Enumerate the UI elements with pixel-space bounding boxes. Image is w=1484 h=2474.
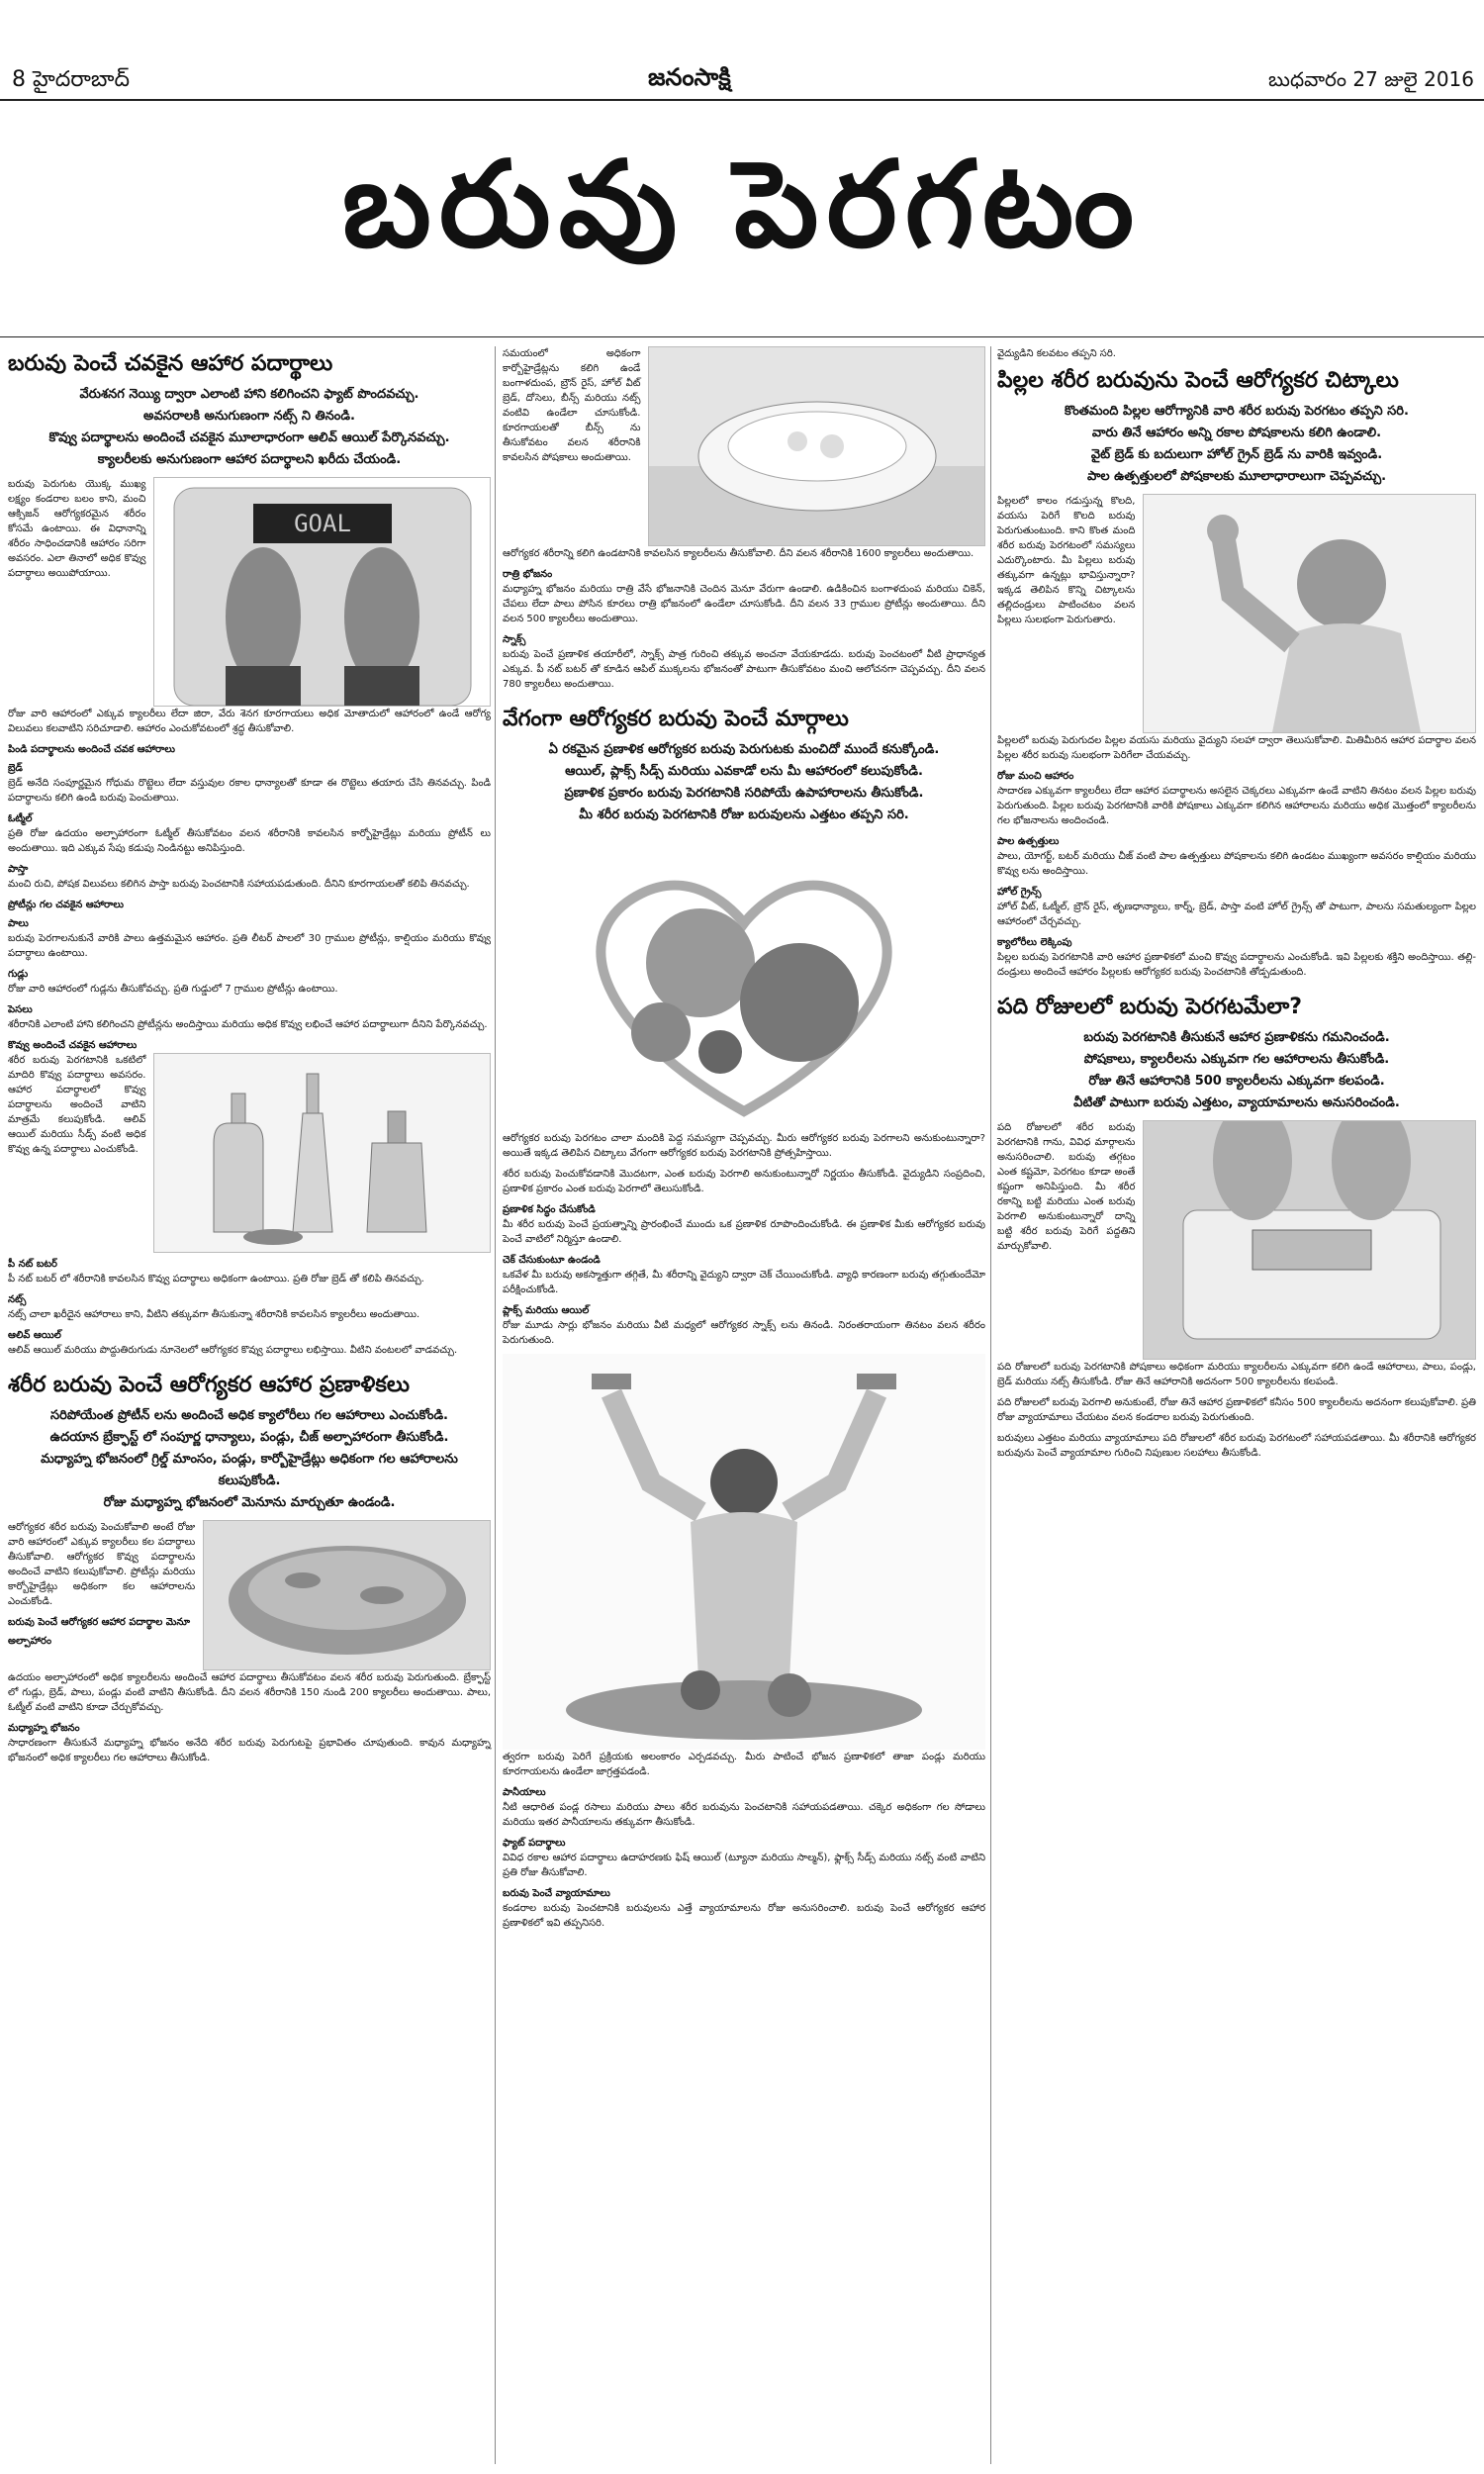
section-label: స్నాక్స్ (503, 634, 526, 645)
section-label: అల్పాహారం (8, 1636, 52, 1647)
highlight-line: వేరుశనగ నెయ్యి ద్వారా ఎలాంటి హాని కలిగించని ఫ్యాట్ పొందవచ్చు. (79, 387, 419, 402)
body-paragraph: పీ నట్ బటర్ లో శరీరానికి కావలసిన కొవ్వు పదార్థాలు అధికంగా ఉంటాయి. ప్రతి రోజు బ్రెడ్ తో కలిపి తినవచ్చు. (8, 1274, 424, 1285)
body-paragraph: వైద్యుడిని కలవటం తప్పని సరి. (997, 348, 1116, 359)
body-paragraph: పది రోజులలో బరువు పెరగాలి అనుకుంటే, రోజు తినే ఆహార ప్రణాళికలో కనీసం 500 క్యాలరీలను అదనంగా కలుపుకోవాలి. ప్రతి రోజు వ్యాయామాలు చేయటం వలన కండరాల బరువు పెరుగుతుంది. (997, 1397, 1476, 1423)
section-label: ప్లాక్స్ మరియు ఆయిల్ (503, 1305, 590, 1316)
headline-rule (0, 336, 1484, 337)
section-label: ఫ్యాట్ పదార్థాలు (503, 1838, 566, 1849)
body-paragraph: బరువు పెరగాలనుకునే వారికి పాలు ఉత్తమమైన ఆహారం. ప్రతి లీటర్ పాలలో 30 గ్రాముల ప్రోటీన్లు, కాల్షియం మరియు కొవ్వు పదార్థాలు ఉంటాయి. (8, 933, 491, 959)
woman-dumbbells-photo (503, 1354, 985, 1750)
highlight-line: ఏ రకమైన ప్రణాళిక ఆరోగ్యకర బరువు పెరుగుటకు మంచిదో ముందే కనుక్కోండి. (548, 742, 940, 757)
body-paragraph: ఒకవేళ మీ బరువు అకస్మాత్తుగా తగ్గితే, మీ శరీరాన్ని వైద్యుని ద్వారా చెక్ చేయించుకోండి. వ్యాధి కారణంగా బరువు తగ్గుతుందేమో పరీక్షించుకోండి. (503, 1270, 985, 1295)
body-paragraph: బరువు పెంచే ప్రణాళిక తయారీలో, స్నాక్స్ పాత్ర గురించి తక్కువ అంచనా వేయకూడదు. బరువు పెంచటంలో వీటి ప్రాధాన్యత ఎక్కువ. పీ నట్ బటర్ తో కూడిన ఆపిల్ ముక్కలను భోజనంతో పాటుగా తీసుకోవటం మంచి ఆలోచనగా చెప్పవచ్చు. దీని వలన 780 క్యాలరీలు అందుతాయి. (503, 649, 985, 690)
section-heading: పిల్లల శరీర బరువును పెంచే ఆరోగ్యకర చిట్కాలు (997, 368, 1399, 393)
body-paragraph: హోల్ వీట్, ఓట్మీల్, బ్రౌన్ రైస్, తృణధాన్యాలు, కార్న్, బ్రెడ్, పాస్తా వంటి హోల్ గ్రైన్స్ తో పాటుగా, పాలను సమతుల్యంగా పిల్లల ఆహారంలో చేర్చవచ్చు. (997, 902, 1476, 927)
section-label: కొవ్వు అందించే చవకైన ఆహారాలు (8, 1040, 138, 1051)
body-paragraph: వివిధ రకాల ఆహార పదార్థాలు ఉదాహరణకు ఫిష్ ఆయిల్ (ట్యూనా మరియు సాల్మన్), ఫ్లాక్స్ సీడ్స్ మరియు నట్స్ వంటి వాటిని ప్రతి రోజు తీసుకోవాలి. (503, 1853, 985, 1878)
section-label: పెసలు (8, 1004, 33, 1015)
section-heading: వేగంగా ఆరోగ్యకర బరువు పెంచే మార్గాలు (503, 707, 849, 731)
highlight-line: ఆయిల్, ప్లాక్స్ సీడ్స్ మరియు ఎవకాడో లను మీ ఆహారంలో కలుపుకోండి. (565, 764, 923, 779)
column-left (8, 346, 491, 1771)
body-paragraph: త్వరగా బరువు పెరిగే ప్రక్రియకు అలంకారం ఎర్పడవచ్చు. మీరు పాటించే భోజన ప్రణాళికలో తాజా పండ్లు మరియు కూరగాయలను ఉండేలా జాగ్రత్తపడండి. (503, 1752, 985, 1777)
body-paragraph: కండరాల బరువు పెంచటానికి బరువులను ఎత్తే వ్యాయామాలను రోజు అనుసరించాలి. బరువు పెంచే ఆరోగ్యకర ఆహార ప్రణాళికలో ఇవి తప్పనిసరి. (503, 1903, 985, 1929)
section-label: బరువు పెంచే ఆరోగ్యకర ఆహార పదార్థాల మెనూ (8, 1617, 191, 1628)
body-paragraph: నట్స్ చాలా ఖరీదైన ఆహారాలు కాని, వీటిని తక్కువగా తీసుకున్నా శరీరానికి కావలసిన క్యాలరీలు అందుతాయి. (8, 1309, 420, 1320)
section-label: పాలు (8, 918, 29, 929)
fruits-tape-photo (503, 834, 985, 1131)
body-paragraph: శరీర బరువు పెరగటానికి ఒకటిలో మాదిరి కొవ్వు పదార్థాలు అవసరం. ఆహార పదార్థాలలో కొవ్వు పదార్థాలను అందించే వాటిని మాత్రమే కలుపుకోండి. ఆలివ్ ఆయిల్ మరియు సీడ్స్ వంటి అధిక కొవ్వు ఉన్న పదార్థాలు ఎంచుకోండి. (8, 1055, 146, 1155)
body-paragraph: రోజు వారి ఆహారంలో గుడ్లను తీసుకోవచ్చు. ప్రతి గుడ్డులో 7 గ్రాముల ప్రోటీన్లు ఉంటాయి. (8, 984, 338, 995)
highlight-line: పోషకాలు, క్యాలరీలను ఎక్కువగా గల ఆహారాలను తీసుకోండి. (1083, 1052, 1390, 1067)
bathroom-scale-photo (1143, 1120, 1476, 1360)
boy-flexing-photo (1143, 494, 1476, 733)
body-paragraph: పిల్లలలో బరువు పెరుగుదల పిల్లల వయసు మరియు వైద్యుని సలహా ద్వారా తెలుసుకోవాలి. మితిమీరిన ఆహార పదార్థాల వలన పిల్లల శరీర బరువు సులభంగా పెరిగేలా చేయవచ్చు. (997, 735, 1476, 761)
body-paragraph: ఆరోగ్యకర శరీర బరువు పెంచుకోవాలి అంటే రోజు వారి ఆహారంలో ఎక్కువ క్యాలరీలు కల పదార్థాలు తీసుకోవాలి. ఆరోగ్యకర కొవ్వు పదార్థాలను అందించే వాటిని కలుపుకోవాలి. ప్రోటీన్లు మరియు కార్బోహైడ్రేట్లు అధికంగా కల ఆహారాలను ఎంచుకోండి. (8, 1522, 196, 1607)
column-divider (990, 346, 991, 2464)
section-heading: బరువు పెంచే చవకైన ఆహార పదార్థాలు (8, 351, 333, 376)
section-label: ఓట్మీల్ (8, 813, 33, 824)
body-paragraph: మీ శరీర బరువు పెంచే ప్రయత్నాన్ని ప్రారంభించే ముందు ఒక ప్రణాళిక రూపొందించుకోండి. ఈ ప్రణాళిక మీకు ఆరోగ్యకర బరువు పెంచే వాటిలో నిర్మిస్తూ ఉండాలి. (503, 1219, 985, 1245)
body-paragraph: సాదారణ ఎక్కువగా క్యాలరీలు లేదా ఆహార పదార్థాలను అసలైన చెక్కరలు ఎక్కువగా ఉండే వాటిని తినటం వలన పిల్లల బరువు పెరుగుతుంది. పిల్లల బరువు పెరగటానికి వారికి పోషకాలు ఎక్కువగా కలిగిన ఆహారాలను మరియు అధిక మొత్తంలో క్యాలరీలను గల భోజనాలను అందించండి. (997, 786, 1476, 826)
section-label: పీ నట్ బటర్ (8, 1259, 57, 1270)
section-label: గుడ్లు (8, 969, 29, 980)
body-paragraph: రోజు వారి ఆహారంలో ఎక్కువ క్యాలరీలు లేదా జిరా, వేరు శెనగ కూరగాయలు అధిక మోతాదులో ఆహారంలో ఉండే ఆరోగ్య విలువలు కలవాటిని సరిచూడాలి. ఆహారం ఎంచుకోవటంలో శ్రద్ధ తీసుకోవాలి. (8, 709, 491, 734)
page-header (0, 0, 1484, 99)
highlight-line: పాల ఉత్పత్తులలో పోషకాలకు మూలాధారాలుగా చెప్పవచ్చు. (1086, 469, 1387, 484)
section-label: పానీయాలు (503, 1787, 546, 1798)
highlight-line: అవసరాలకి అనుగుణంగా నట్స్ ని తినండి. (143, 409, 355, 424)
highlight-line: కొవ్వు పదార్థాలను అందించే చవకైన మూలాధారంగా ఆలివ్ ఆయిల్ పేర్కొనవచ్చు. (48, 430, 450, 445)
food-bowl-photo (648, 346, 985, 546)
body-paragraph: ఉదయం అల్పాహారంలో అధిక క్యాలరీలను అందించే ఆహార పదార్థాలు తీసుకోవటం వలన శరీర బరువు పెరుగుతుంది. బ్రేక్ఫాస్ట్ లో గుడ్లు, బ్రెడ్, పాలు, పండ్లు వంటి వాటిని తీసుకోండి. దీని వలన శరీరానికి 150 నుండి 200 క్యాలరీలు అందుతాయి. పాలు, ఓట్మీల్ వంటి వాటిని కూడా చేర్చుకోవచ్చు. (8, 1672, 491, 1713)
highlight-line: ప్రణాళిక ప్రకారం బరువు పెరగటానికి సరిపోయే ఉపాహారాలను తీసుకోండి. (564, 786, 924, 801)
section-heading: శరీర బరువు పెంచే ఆరోగ్యకర ఆహార ప్రణాళికలు (8, 1373, 411, 1397)
highlight-line: కొంతమంది పిల్లల ఆరోగ్యానికి వారి శరీర బరువు పెరగటం తప్పని సరి. (1065, 404, 1409, 419)
highlight-line: మీ శరీర బరువు పెరగటానికి రోజు బరువులను ఎత్తటం తప్పని సరి. (579, 808, 909, 822)
column-right (997, 346, 1476, 1467)
body-paragraph: ఆలివ్ ఆయిల్ మరియు పొద్దుతిరుగుడు నూనెలలో ఆరోగ్యకర కొవ్వు పదార్థాలు లభిస్తాయి. వీటిని వంటలలో వాడవచ్చు. (8, 1345, 458, 1356)
column-divider (495, 346, 496, 2464)
highlight-line: రోజు మధ్యాహ్న భోజనంలో మెనూను మార్చుతూ ఉండండి. (103, 1495, 396, 1510)
column-middle (503, 346, 985, 1937)
bread-photo (203, 1520, 491, 1670)
body-paragraph: శరీర బరువు పెంచుకోవడానికి మొదటగా, ఎంత బరువు పెరగాలి అనుకుంటున్నారో నిర్ణయం తీసుకోండి. వైద్యుడిని సంప్రదించి, ప్రణాళిక ప్రకారం ఎంత బరువు పెరగాలో తెలుసుకోండి. (503, 1169, 985, 1194)
section-heading: పది రోజులలో బరువు పెరగటమేలా? (997, 995, 1303, 1019)
highlight-line: వీటితో పాటుగా బరువు ఎత్తటం, వ్యాయామాలను అనుసరించండి. (1073, 1095, 1400, 1110)
body-paragraph: ఆరోగ్యకర శరీరాన్ని కలిగి ఉండటానికి కావలసిన క్యాలరీలను తీసుకోవాలి. దీని వలన శరీరానికి 1600 క్యాలరీలు అందుతాయి. (503, 548, 974, 559)
body-paragraph: బరువు పెరుగుట యొక్క ముఖ్య లక్ష్యం కండరాల బలం కాని, మంచి ఆక్సిజన్ ఆరోగ్యకరమైన శరీరం కోసమే ఉంటాయి. ఈ విధానాన్ని శరీరం సాధించడానికి ఆహారం సరిగా అవసరం. ఎలా తినాలో అధిక కొవ్వు పదార్థాలు అయిపోయాయి. (8, 479, 146, 579)
header-rule (0, 99, 1484, 101)
issue-date: బుధవారం 27 జులై 2016 (1268, 67, 1474, 91)
body-paragraph: మధ్యాహ్న భోజనం మరియు రాత్రి వేసే భోజనానికి చెందిన మెనూ వేరుగా ఉండాలి. ఉడికించిన బంగాళదుంప మరియు చికెన్, చేపలు లేదా పాలు పోసిన కూరలు రాత్రి భోజనంలో ఉండేలా చూసుకోండి. దీని వలన 33 గ్రాముల ప్రోటీన్లు అందుతాయి. దీని వలన 500 క్యాలరీలు అందుతాయి. (503, 584, 985, 624)
section-label: చెక్ చేసుకుంటూ ఉండండి (503, 1255, 601, 1266)
body-paragraph: పాలు, యోగర్ట్, బటర్ మరియు చీజ్ వంటి పాల ఉత్పత్తులు పోషకాలను కలిగి ఉండటం ముఖ్యంగా అవసరం కాల్షియం మరియు కొవ్వు లను అందిస్తాయి. (997, 851, 1476, 877)
section-label: హోల్ గ్రైన్స్ (997, 887, 1042, 898)
highlight-line: వైట్ బ్రెడ్ కు బదులుగా హోల్ గ్రైన్ బ్రెడ్ ను వారికి ఇవ్వండి. (1090, 447, 1383, 462)
body-paragraph: పిల్లల బరువు పెరగటానికి వారి ఆహార ప్రణాళికలో మంచి కొవ్వు పదార్థాలను ఎంచుకోండి. ఇవి పిల్లలకు శక్తిని అందిస్తాయి. తల్లి-దండ్రులు అందించే ఆహారం పిల్లలకు ఆరోగ్యకర బరువు పెంచటానికి తోడ్పడుతుంది. (997, 952, 1476, 978)
body-paragraph: శరీరానికి ఎలాంటి హాని కలిగించని ప్రోటీన్లను అందిస్తాయి మరియు అధిక కొవ్వు లభించే ఆహార పదార్థాలుగా దీనిని పేర్కొనవచ్చు. (8, 1019, 488, 1030)
section-label: పిండి పదార్థాలను అందించే చవక ఆహారాలు (8, 744, 175, 755)
section-label: పాల ఉత్పత్తులు (997, 836, 1060, 847)
body-paragraph: పది రోజులలో శరీర బరువు పెరగటానికి గాను, వివిధ మార్గాలను అనుసరించాలి. బరువు తగ్గటం ఎంత కష్టమో, పెరగటం కూడా అంతే కష్టంగా అనిపిస్తుంది. మీ శరీర రకాన్ని బట్టి మరియు ఎంత బరువు పెరగాలి అనుకుంటున్నారో దాన్ని బట్టి శరీర బరువు పెరిగే పద్దతిని మార్చుకోవాలి. (997, 1122, 1136, 1252)
body-paragraph: ఆరోగ్యకర బరువు పెరగటం చాలా మందికి పెద్ద సమస్యగా చెప్పవచ్చు. మీరు ఆరోగ్యకర బరువు పెరగాలని అనుకుంటున్నారా? అయితే ఇక్కడ తెలిపిన చిట్కాలు వేగంగా ఆరోగ్యకర బరువు పెరగటానికి ప్రోత్సహిస్తాయి. (503, 1133, 985, 1159)
section-label: నట్స్ (8, 1294, 27, 1305)
oil-bottles-photo (153, 1053, 491, 1253)
svg-text:GOAL: GOAL (294, 510, 352, 537)
section-label: బ్రెడ్ (8, 763, 23, 774)
section-label: క్యాలోరీలు లెక్కింపు (997, 937, 1072, 948)
section-label: మధ్యాహ్న భోజనం (8, 1723, 80, 1734)
highlight-line: ఉదయాన బ్రేక్ఫాస్ట్ లో సంపూర్ణ ధాన్యాలు, పండ్లు, చీజ్ అల్పాహారంగా తీసుకోండి. (49, 1430, 449, 1445)
section-label: రోజు మంచి ఆహారం (997, 771, 1074, 782)
highlight-line: క్యాలరీలకు అనుగుణంగా ఆహార పదార్థాలని ఖరీదు చేయండి. (97, 452, 402, 467)
body-paragraph: ప్రతి రోజు ఉదయం అల్పాహారంగా ఓట్మీల్ తీసుకోవటం వలన శరీరానికి కావలసిన కార్బోహైడ్రేట్లు మరియు ప్రోటీన్ లు అందుతాయి. ఇది ఎక్కువ సేపు కడుపు నిండినట్టు అనిపిస్తుంది. (8, 828, 491, 854)
scale-feet-photo (153, 477, 491, 707)
body-paragraph: సమయంలో అధికంగా కార్బోహైడ్రేట్లను కలిగి ఉండే బంగాళదుంప, బ్రౌన్ రైస్, హోల్ వీట్ బ్రెడ్, దోసెలు, బీన్స్ మరియు నట్స్ వంటివి ఉండేలా చూసుకోండి. కూరగాయలతో బీన్స్ ను తీసుకోవటం వలన శరీరానికి కావలసిన పోషకాలు అందుతాయి. (503, 348, 641, 463)
section-label: పాస్తా (8, 864, 29, 875)
body-paragraph: బ్రెడ్ అనేది సంపూర్ణమైన గోధుమ రొట్టెలు లేదా వస్తువుల రకాల ధాన్యాలతో కూడా ఈ రొట్టెలు తయారు చేసి తినవచ్చు. పిండి పదార్థాలను కలిగి ఉండి బరువు పెంచుతాయి. (8, 778, 491, 804)
highlight-line: వారు తినే ఆహారం అన్ని రకాల పోషకాలను కలిగి ఉండాలి. (1091, 426, 1382, 440)
body-paragraph: బరువులు ఎత్తటం మరియు వ్యాయామాలు పది రోజులలో శరీర బరువు పెరగటంలో సహాయపడతాయి. మీ శరీరానికి ఆరోగ్యకర బరువును పెంచే వ్యాయామాల గురించి నిపుణుల సలహాలు తీసుకోండి. (997, 1433, 1476, 1459)
body-paragraph: నీటి ఆధారిత పండ్ల రసాలు మరియు పాలు శరీర బరువును పెంచటానికి సహాయపడతాయి. చక్కెర అధికంగా గల సోడాలు మరియు ఇతర పానీయాలను తక్కువగా తీసుకోండి. (503, 1802, 985, 1828)
body-paragraph: పిల్లలలో కాలం గడుస్తున్న కొలది, వయసు పెరిగే కొలది బరువు పెరుగుతుంటుంది. కాని కొంత మంది శరీర బరువు పెరగటంలో సమస్యలు ఎదుర్కొంటారు. మీ పిల్లలు బరువు తక్కువగా ఉన్నట్లు భావిస్తున్నారా? ఇక్కడ తెలిపిన కొన్ని చిట్కాలను తల్లిదండ్రులు పాటించటం వలన పిల్లలు సులభంగా పెరుగుతారు. (997, 496, 1136, 625)
body-paragraph: పది రోజులలో బరువు పెరగటానికి పోషకాలు అధికంగా మరియు క్యాలరీలను ఎక్కువగా కలిగి ఉండే ఆహారాలు, పాలు, పండ్లు, బ్రెడ్ మరియు నట్స్ తీసుకోండి. రోజు తినే ఆహారానికి అదనంగా 500 క్యాలరీలను కలపండి. (997, 1362, 1476, 1387)
page-headline: బరువు పెరగటం (341, 137, 1143, 274)
highlight-line: బరువు పెరగటానికి తీసుకునే ఆహార ప్రణాళికను గమనించండి. (1083, 1030, 1390, 1045)
section-label: బరువు పెంచే వ్యాయామాలు (503, 1888, 610, 1899)
masthead-logo: జనంసాక్షి (648, 63, 731, 91)
page-number: 8 హైదరాబాద్ (12, 67, 130, 92)
body-paragraph: రోజు మూడు సార్లు భోజనం మరియు వీటి మధ్యలో ఆరోగ్యకర స్నాక్స్ లను తినండి. నిరంతరాయంగా తినటం వలన శరీరం పెరుగుతుంది. (503, 1320, 985, 1346)
section-label: ప్రోటీన్లు గల చవకైన ఆహారాలు (8, 900, 124, 910)
section-label: ప్రణాళిక సిద్ధం చేసుకోండి (503, 1204, 596, 1215)
highlight-line: మధ్యాహ్న భోజనంలో గ్రిల్డ్ మాంసం, పండ్లు, కార్బోహైడ్రేట్లు అధికంగా గల ఆహారాలను కలుపుకోండి. (41, 1452, 458, 1488)
body-paragraph: మంచి రుచి, పోషక విలువలు కలిగిన పాస్తా బరువు పెంచటానికి సహాయపడుతుంది. దీనిని కూరగాయలతో కలిపి తినవచ్చు. (8, 879, 470, 890)
section-label: రాత్రి భోజనం (503, 569, 553, 580)
section-label: ఆలివ్ ఆయిల్ (8, 1330, 61, 1341)
highlight-line: సరిపోయేంత ప్రోటీన్ లను అందించే అధిక క్యాలోరీలు గల ఆహారాలు ఎంచుకోండి. (49, 1408, 448, 1423)
highlight-line: రోజు తినే ఆహారానికి 500 క్యాలరీలను ఎక్కువగా కలపండి. (1088, 1074, 1385, 1089)
body-paragraph: సాధారణంగా తీసుకునే మధ్యాహ్న భోజనం అనేది శరీర బరువు పెరుగుటపై ప్రభావితం చూపుతుంది. కావున మధ్యాహ్న భోజనంలో అధిక క్యాలరీలు గల ఆహారాలు తీసుకోండి. (8, 1738, 491, 1763)
